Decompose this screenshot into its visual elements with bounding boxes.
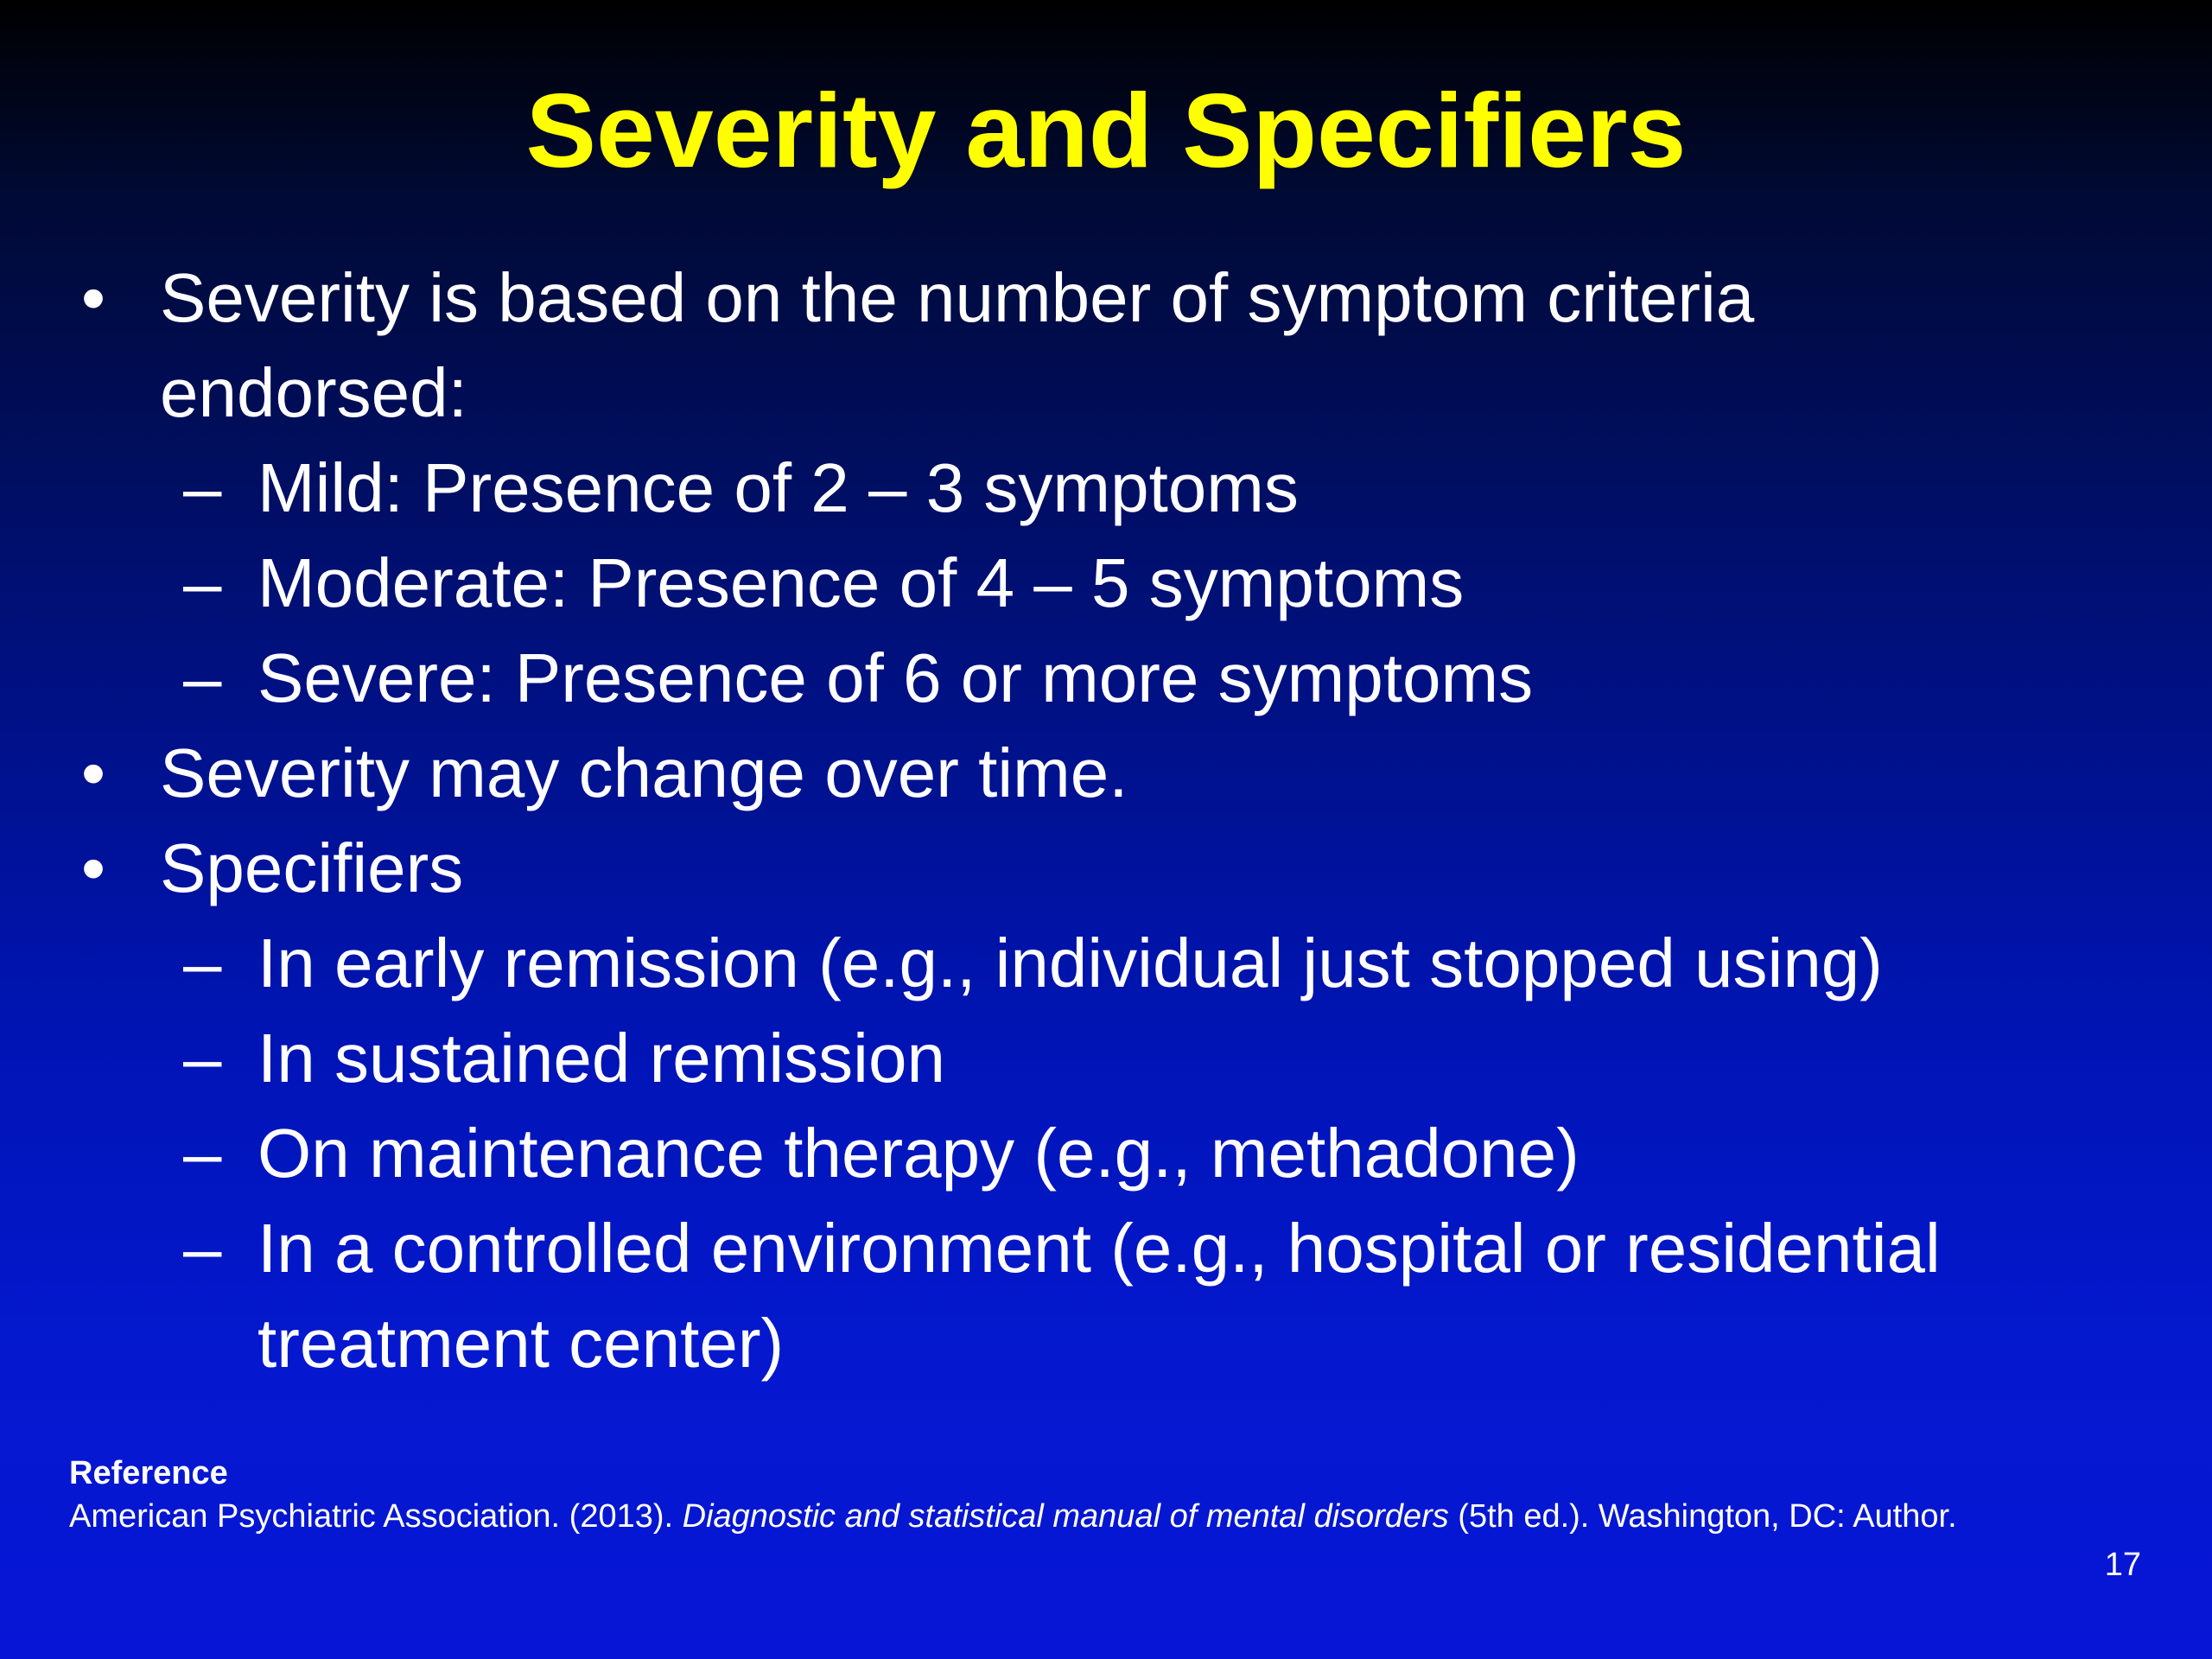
bullet-text: Severity is based on the number of symptom criteria endorsed: (160, 259, 1755, 431)
sub-bullet-text: On maintenance therapy (e.g., methadone) (257, 1115, 1580, 1192)
bullet-marker: • (81, 734, 106, 811)
page-number: 17 (2104, 1547, 2141, 1583)
bullet-list (78, 251, 2169, 1391)
sub-bullet-text: In early remission (e.g., individual just stopped using) (257, 925, 1883, 1001)
bullet-item (78, 821, 2169, 916)
sub-bullet-text: In sustained remission (257, 1020, 945, 1096)
bullet-item (78, 726, 2169, 821)
bullet-text: Severity may change over time. (160, 734, 1128, 811)
dash-marker: – (183, 1210, 222, 1287)
sub-bullet-item (78, 536, 2169, 631)
dash-marker: – (183, 449, 222, 526)
sub-bullet-item (78, 1106, 2169, 1201)
dash-marker: – (183, 544, 222, 621)
reference-title: Diagnostic and statistical manual of mental disorders (682, 1498, 1449, 1535)
dash-marker: – (183, 925, 222, 1001)
reference-citation (69, 1495, 1970, 1538)
bullet-marker: • (81, 830, 106, 906)
dash-marker: – (183, 1115, 222, 1192)
slide-title: Severity and Specifiers (525, 72, 1687, 189)
dash-marker: – (183, 639, 222, 716)
sub-bullet-text: Mild: Presence of 2 – 3 symptoms (257, 449, 1299, 526)
sub-bullet-item (78, 631, 2169, 726)
reference-prefix: American Psychiatric Association. (2013). (69, 1498, 683, 1535)
sub-bullet-item (78, 916, 2169, 1011)
sub-bullet-text: In a controlled environment (e.g., hospital or residential treatment center) (257, 1210, 1941, 1382)
reference-block (69, 1452, 1970, 1538)
reference-label: Reference (69, 1455, 228, 1491)
reference-suffix: (5th ed.). Washington, DC: Author. (1448, 1498, 1957, 1535)
bullet-text: Specifiers (160, 830, 464, 906)
sub-bullet-text: Moderate: Presence of 4 – 5 symptoms (257, 544, 1465, 621)
sub-bullet-item (78, 1011, 2169, 1106)
sub-bullet-item (78, 1201, 2169, 1391)
dash-marker: – (183, 1020, 222, 1096)
sub-bullet-item (78, 441, 2169, 536)
bullet-item (78, 251, 2169, 441)
bullet-marker: • (81, 259, 106, 336)
sub-bullet-text: Severe: Presence of 6 or more symptoms (257, 639, 1534, 716)
